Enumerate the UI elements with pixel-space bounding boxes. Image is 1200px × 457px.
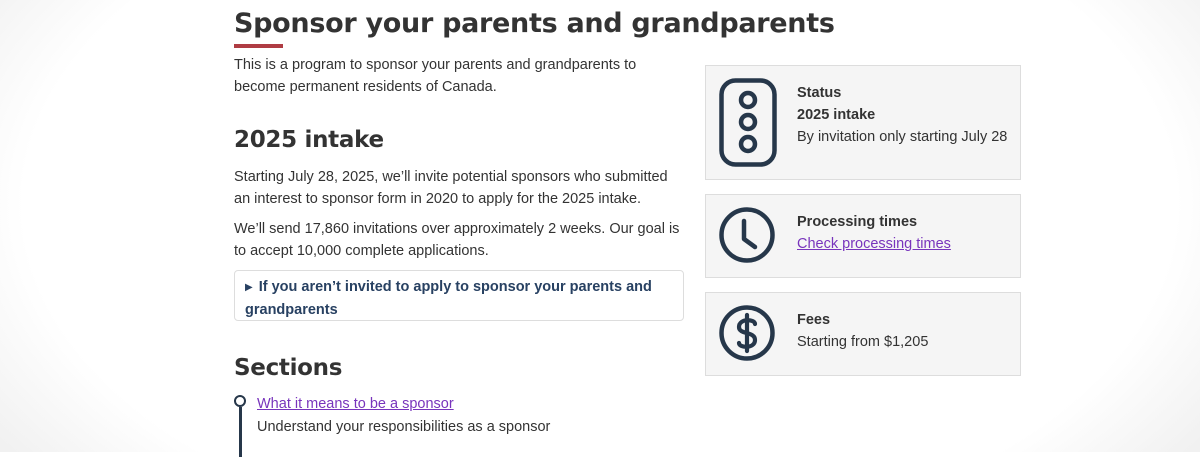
intake-paragraph-1: Starting July 28, 2025, we’ll invite potential sponsors who submitted an interest to sponsor form in 2020 to apply for the 2025 intake. bbox=[234, 169, 668, 207]
timeline-marker-icon bbox=[234, 395, 246, 407]
section-description: Understand your responsibilities as a sponsor bbox=[257, 419, 551, 435]
page-title: Sponsor your parents and grandparents bbox=[234, 8, 835, 39]
intro-paragraph: This is a program to sponsor your parents and grandparents to become permanent residents of Canada. bbox=[234, 57, 637, 95]
processing-times-title: Processing times bbox=[797, 214, 918, 230]
status-value: 2025 intake bbox=[797, 107, 876, 123]
title-underline bbox=[234, 44, 283, 48]
not-invited-summary[interactable] bbox=[245, 276, 673, 321]
sections-heading: Sections bbox=[234, 355, 343, 381]
fees-title: Fees bbox=[797, 312, 831, 328]
status-text bbox=[797, 82, 1007, 148]
section-link-sponsor-meaning[interactable]: What it means to be a sponsor bbox=[257, 396, 454, 412]
processing-times-text bbox=[797, 211, 951, 255]
traffic-light-icon bbox=[718, 77, 778, 168]
fees-card bbox=[705, 292, 1021, 376]
intake-heading: 2025 intake bbox=[234, 127, 384, 153]
not-invited-details[interactable] bbox=[234, 270, 684, 321]
dollar-icon bbox=[718, 304, 778, 364]
status-title: Status bbox=[797, 85, 842, 101]
expand-arrow-icon: ▶ bbox=[245, 282, 253, 293]
fees-detail: Starting from $1,205 bbox=[797, 334, 929, 350]
processing-times-card bbox=[705, 194, 1021, 278]
not-invited-summary-text: If you aren’t invited to apply to sponsor your parents and grandparents bbox=[245, 279, 652, 318]
fees-text bbox=[797, 309, 928, 353]
clock-icon bbox=[718, 206, 778, 266]
intake-paragraph-2: We’ll send 17,860 invitations over approximately 2 weeks. Our goal is to accept 10,000 complete applications. bbox=[234, 221, 680, 259]
check-processing-times-link[interactable]: Check processing times bbox=[797, 236, 951, 252]
timeline-line bbox=[239, 407, 242, 457]
status-card bbox=[705, 65, 1021, 180]
status-detail: By invitation only starting July 28 bbox=[797, 129, 1008, 145]
